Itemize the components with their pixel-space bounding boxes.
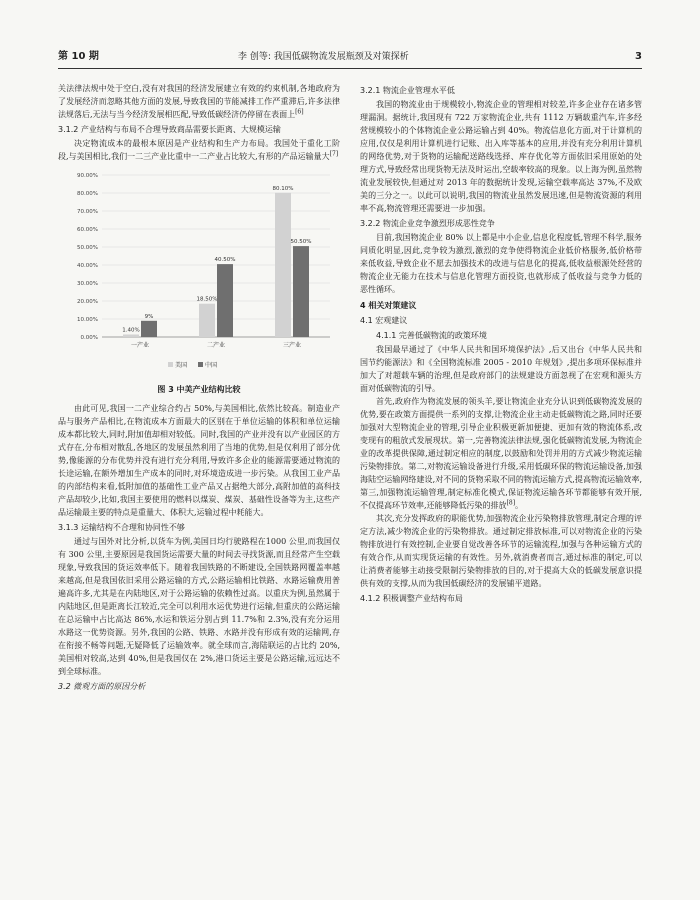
- x-tick-label: 一产业: [130, 342, 150, 349]
- section-heading-3-1-3: 3.1.3 运输结构不合理和协同性不够: [58, 523, 185, 532]
- y-tick-label: 0.00%: [80, 335, 98, 341]
- bar-usa: [123, 334, 139, 337]
- citation[interactable]: [8]: [506, 499, 516, 507]
- paragraph: 由此可见,我国一二产业综合约占 50%,与美国相比,依然比较高。制造业产品与服务产品相比,在物流成本方面最大的区别在于单位运输的体积和单位运输成本都比较大,同时,附加值却相对较低。同时,我国的产业并没有以产业园区的方式存在,分布相对散乱,各地区的发展虽然利用了当地的优势,但是仅利用了部分优势,像能源的分布优势并没有进行充分利用,导致许多企业的能源需要通过物流的长途运输,在额外增加生产成本的同时,对环境造成进一步污染。从我国工业产品的内部结构来看,低附加值的基础性工业产品又占据绝大部分,高附加值的高科技产品却较少,比如,我国主要使用的燃料以煤炭、煤炭、基础性设备等为主,这些产品运输最主要的特点是重量大、体积大,运输过程中耗能大。: [58, 404, 340, 517]
- y-tick-label: 20.00%: [77, 299, 98, 305]
- section-heading-3-2: 3.2 微观方面的原因分析: [58, 682, 146, 691]
- y-tick-label: 30.00%: [77, 281, 98, 287]
- page-number: 3: [635, 51, 642, 62]
- paragraph: 我国的物流业由于规模较小,物流企业的管理相对较差,许多企业存在诸多管理漏洞。据统计,我国现有 722 万家物流企业,共有 1112 万辆载重汽车,许多经营规模较小的个体物流企业公路运输占到 40%。物流信息化方面,对于计算机的应用,仅仅是利用计算机进行记账、出入库等基本的应用,并没有充分利用计算机的网络优势,对于货物的运输配送路线选择、库存优化等方面依旧采用原始的处理方式,导致经常出现货物无法及时运出,空载率较高的现象。以上海为例,虽然物流业发展较快,但通过对 2013 年的数据统计发现,运输空载率高达 37%,不及欧美的三分之一。以此可以说明,我国的物流业虽然发展迅速,但是物流资源的利用率不高,物流管理还需要进一步加强。: [360, 100, 642, 213]
- data-label: 18.50%: [196, 296, 218, 303]
- bar-china: [141, 321, 157, 337]
- x-tick-label: 二产业: [206, 342, 226, 349]
- section-heading-4-1: 4.1 宏观建议: [360, 316, 408, 325]
- right-column: [360, 82, 642, 606]
- paragraph: 通过与国外对比分析,以货车为例,美国日均行驶路程在1000 公里,而我国仅有 300 公里,主要原因是我国货运需要大量的时间去寻找货源,而且经常产生空载现象,导致我国的货运效率低下。随着我国铁路的不断建设,全国铁路网覆盖率越来越高,但是我国依旧采用公路运输的方式,公路运输相比铁路、水路运输费用普遍高许多,尤其是在内陆地区,对于公路运输的依赖性过高。以重庆为例,虽然属于内陆地区,但是距离长江较近,完全可以利用水运优势进行运输,但重庆的公路运输在总运输中占比高达 86%,水运和铁运分别占到 11.7%和 2.3%,没有充分运用水路这一优势资源。另外,我国的公路、铁路、水路并没有形成有效的运输网,存在衔接不畅等问题,无疑降低了运输效率。就全球而言,海陆联运的占比约 20%,美国相对较高,达到 40%,但是我国仅在 2%,港口货运主要是公路运输,远远达不到全球标准。: [58, 537, 340, 676]
- y-tick-label: 50.00%: [77, 245, 98, 251]
- data-label: 80.10%: [272, 185, 294, 192]
- paragraph: 我国最早通过了《中华人民共和国环境保护法》,后又出台《中华人民共和国节约能源法》和《全国物流标准 2005 - 2010 年规划》,提出多项环保标准并加大了对超载车辆的治理,但是政府部门的法规建设方面忽视了在宏观和源头方面对低碳物流的引导。: [360, 345, 642, 393]
- citation[interactable]: [6]: [295, 108, 304, 116]
- y-tick-label: 60.00%: [77, 227, 98, 233]
- paragraph: 关法律法规中处于空白,没有对我国的经济发展建立有效的约束机制,各地政府为了发展经济而忽略其他方面的发展,导致我国的节能减排工作严重滞后,许多法律法规落后,无法与当今经济发展相匹配,导致低碳经济仍停留在表面上[6]: [58, 84, 340, 119]
- citation[interactable]: [7]: [329, 150, 339, 158]
- legend-entry: 中国: [205, 362, 218, 369]
- section-heading-4-1-1: 4.1.1 完善低碳物流的政策环境: [376, 331, 487, 340]
- y-tick-label: 90.00%: [77, 173, 98, 179]
- section-heading-3-2-2: 3.2.2 物流企业竞争激烈形成恶性竞争: [360, 219, 495, 228]
- industry-structure-chart: [58, 167, 340, 381]
- bar-usa: [199, 304, 215, 337]
- paragraph: 决定物流成本的最根本原因是产业结构和生产力布局。我国处于重化工阶段,与美国相比,我们一二三产业比重中一二产业占比较大,有形的产品运输量大[7]: [58, 139, 340, 161]
- bar-china: [293, 246, 309, 337]
- section-heading-4: 4 相关对策建议: [360, 301, 417, 310]
- bar-china: [217, 264, 233, 337]
- x-tick-label: 三产业: [282, 342, 302, 349]
- data-label: 50.50%: [290, 239, 312, 246]
- legend-swatch: [198, 362, 203, 367]
- figure-caption: 图 3 中美产业结构比较: [157, 385, 241, 394]
- y-tick-label: 40.00%: [77, 263, 98, 269]
- paragraph: 首先,政府作为物流发展的领头羊,要让物流企业充分认识到低碳物流发展的优势,要在政策方面提供一系列的支撑,让物流企业主动走低碳物流之路,同时还要加强对大型物流企业的管理,引导企业积极更新加便捷、更加有效的物流体系,改变现有的粗放式发展现状。第一,完善物流法律法规,强化低碳物流发展,为物流企业的改革提供保障,通过制定相应的制度,以鼓励和处罚并用的方式减少物流运输污染物排放。第二,对物流运输设备进行升级,采用低碳环保的物流运输设备,加强海陆空运输网络建设,对不同的货物采取不同的物流运输方式,提高物流运输效率,第三,加强物流运输管理,制定标准化模式,保证物流运输各环节都能够有效开展,不仅提高环节效率,还能够降低污染的排放[8]。: [360, 397, 642, 510]
- y-tick-label: 70.00%: [77, 209, 98, 215]
- paragraph: 目前,我国物流企业 80% 以上都是中小企业,信息化程度低,管理不科学,服务同质化明显,因此,竞争较为激烈,激烈的竞争使得物流企业低价格服务,低价格带来低收益,导致企业不愿去加强技术的改进与信息化的提高,低收益根源处经营的物流企业无能力在技术与信息化管理方面投资,也就形成了低收益与竞争力低的恶性循环。: [360, 233, 642, 294]
- data-label: 1.40%: [122, 327, 140, 334]
- y-tick-label: 10.00%: [77, 317, 98, 323]
- data-label: 40.50%: [214, 257, 236, 264]
- legend-entry: 美国: [175, 362, 188, 369]
- section-heading-3-1-2: 3.1.2 产业结构与布局不合理导致商品需要长距离、大规模运输: [58, 125, 281, 134]
- paragraph: 其次,充分发挥政府的职能优势,加强物流企业污染物排放管理,制定合理的评定方法,减少物流企业的污染物排放。通过制定排放标准,可以对物流企业的污染物排放进行有效控制,企业要自觉改善各环节的运输流程,加强与各种运输方式的有效合作,从而实现货运输的有效性。另外,就消费者而言,通过标准的制定,可以让消费者能够主动接受限制污染物排放的目的,对于提高大众的低碳发展意识提供有效的支撑,从而为我国低碳经济的发展铺平道路。: [360, 514, 642, 588]
- legend-swatch: [168, 362, 173, 367]
- data-label: 9%: [144, 313, 154, 320]
- bar-chart-svg: [58, 167, 340, 381]
- running-title: 李 创等: 我国低碳物流发展瓶颈及对策探析: [238, 52, 409, 62]
- left-column: [58, 82, 340, 694]
- section-heading-4-1-2: 4.1.2 积极调整产业结构布局: [360, 594, 463, 603]
- y-tick-label: 80.00%: [77, 191, 98, 197]
- bar-usa: [275, 193, 291, 337]
- issue-label: 第 10 期: [58, 51, 99, 62]
- running-header: [58, 48, 642, 69]
- section-heading-3-2-1: 3.2.1 物流企业管理水平低: [360, 86, 455, 95]
